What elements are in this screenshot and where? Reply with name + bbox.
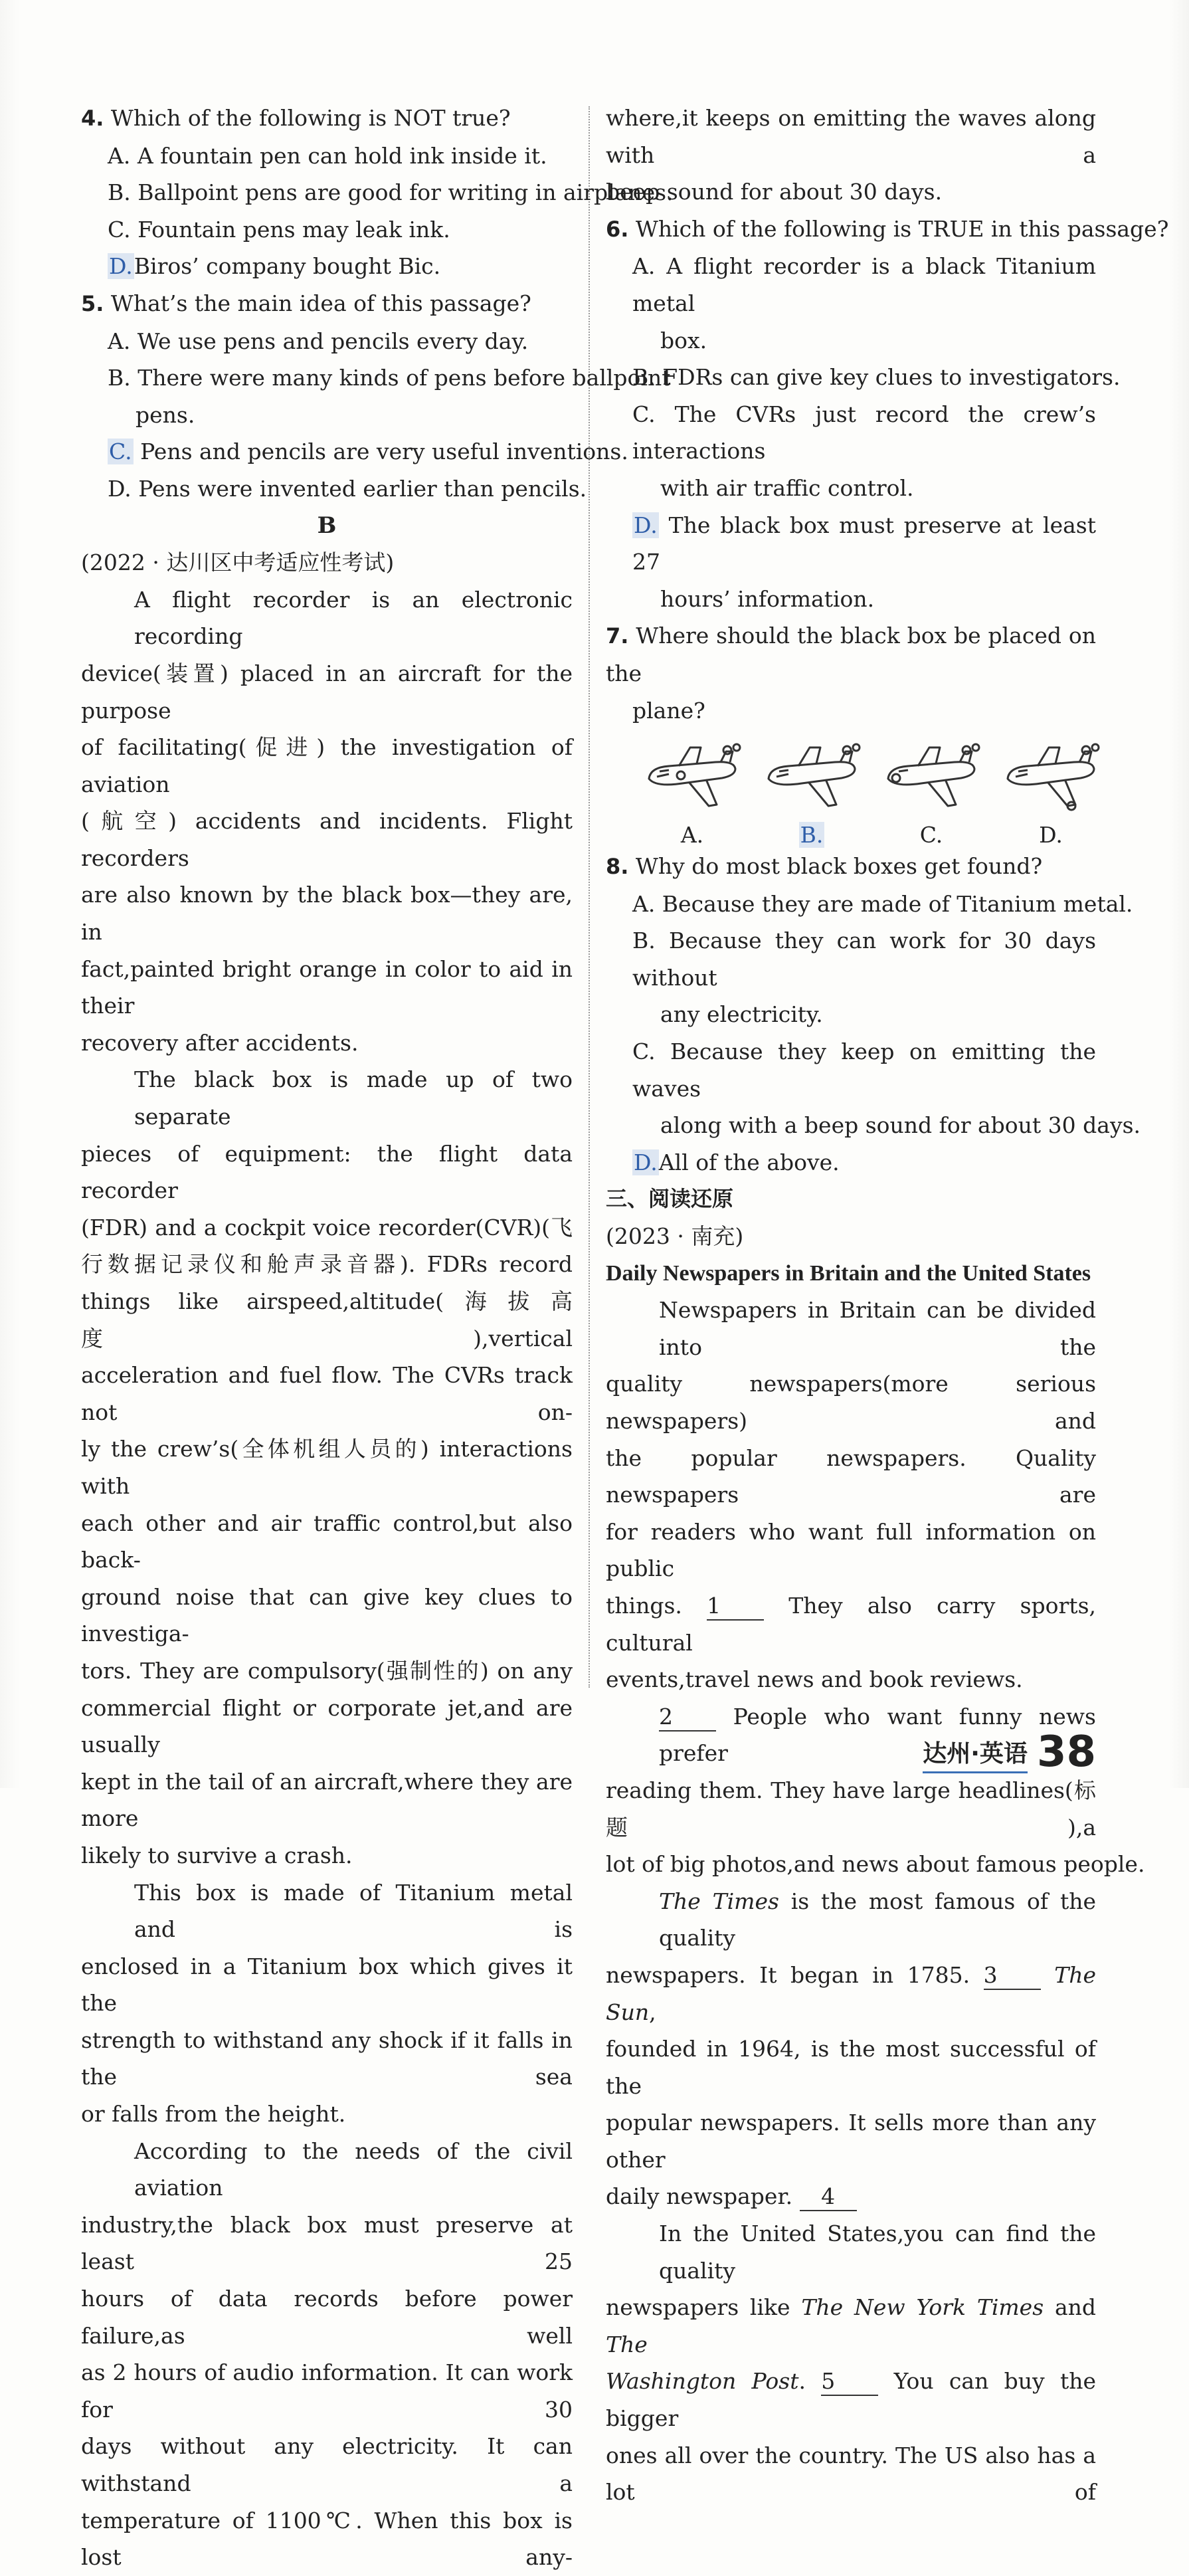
passage-line: The black box is made up of two separate [134,1066,573,1130]
question-5: 5. What’s the main idea of this passage? [81,290,531,316]
passage-line: 2 People who want funny news prefer [659,1703,1096,1767]
passage-line: founded in 1964, is the most successful of the [606,2036,1096,2099]
footer-label: 达州·英语 [923,1735,1028,1773]
q4-option-d: D.Biros’ company bought Bic. [109,253,441,280]
answer-mark: D. [634,512,658,538]
passage-line: as 2 hours of audio information. It can work for 30 [81,2359,573,2423]
passage-line: tors. They are compulsory(强制性的) on any [81,1657,573,1684]
passage-line: kept in the tail of an aircraft,where they are more [81,1768,573,1832]
passage-line: A flight recorder is an electronic recording [134,586,573,650]
q8-option-c: C. Because they keep on emitting the waves [632,1039,1096,1102]
section-b-heading: B [317,512,337,539]
question-7: 7. Where should the black box be placed on the [606,623,1096,686]
passage-line: In the United States,you can find the quality [659,2221,1096,2284]
plane-options [632,742,1111,848]
q8-option-b: B. Because they can work for 30 days without [632,928,1096,991]
passage-line: likely to survive a crash. [81,1842,353,1868]
passage-line: industry,the black box must preserve at least 25 [81,2211,573,2275]
passage-line: the popular newspapers. Quality newspapers are [606,1444,1096,1508]
q6-option-b: B. FDRs can give key clues to investigators. [632,364,1121,391]
passage-line: daily newspaper. 4 [606,2178,1096,2215]
plane-label-c: C. [919,822,943,848]
passage-line: recovery after accidents. [81,1029,359,1056]
blank-5: 5 [821,2368,878,2396]
passage-line: (航空) accidents and incidents. Flight recorders [81,808,573,871]
passage-line: where,it keeps on emitting the waves along with a [606,105,1096,168]
q5-option-c: C. Pens and pencils are very useful inventions. [109,439,628,465]
passage-line: quality newspapers(more serious newspapers) and [606,1371,1096,1434]
q8-option-b-cont: any electricity. [660,1001,823,1028]
plane-c-icon [881,742,981,815]
page-footer [923,1728,1096,1777]
passage-line: or falls from the height. [81,2101,346,2128]
blank-2: 2 [659,1704,716,1732]
passage-line: newspapers like The New York Times and The [606,2294,1097,2357]
answer-mark: D. [109,253,133,280]
passage-line: According to the needs of the civil aviation [134,2137,573,2201]
passage-line: commercial flight or corporate jet,and are usually [81,1694,573,1758]
passage-line: temperature of 1100℃. When this box is lost any- [81,2507,573,2571]
q8-option-c-cont: along with a beep sound for about 30 days. [660,1112,1141,1139]
passage-line: ground noise that can give key clues to investiga- [81,1583,573,1647]
passage-line: things like airspeed,altitude(海拔高度),vertical [81,1288,573,1351]
plane-label-b [762,822,862,848]
passage-line: of facilitating(促进) the investigation of aviation [81,734,573,797]
passage-line: Newspapers in Britain can be divided into the [659,1297,1096,1360]
q5-option-b: B. There were many kinds of pens before ballpoint [108,365,671,391]
passage-line: device(装置) placed in an aircraft for the purpose [81,660,573,724]
plane-option-a [642,742,742,848]
q6-option-d: D. The black box must preserve at least 27 [632,512,1096,575]
q4-option-a: A. A fountain pen can hold ink inside it. [108,142,547,169]
passage-line: lot of big photos,and news about famous people. [606,1851,1145,1878]
passage-line: popular newspapers. It sells more than any other [606,2110,1096,2173]
passage-line: events,travel news and book reviews. [606,1666,1023,1693]
passage-line: are also known by the black box—they are, in [81,882,573,945]
q5-option-a: A. We use pens and pencils every day. [108,328,529,354]
passage-line: newspapers. It began in 1785. 3 The Sun, [606,1961,1096,2025]
source-note: (2023 · 南充) [606,1223,744,1250]
q6-option-a: A. A flight recorder is a black Titanium metal [632,253,1096,316]
column-divider [589,106,590,1688]
plane-a-icon [642,742,742,815]
q4-option-b: B. Ballpoint pens are good for writing in airplanes. [108,179,674,206]
passage-line: pieces of equipment: the flight data recorder [81,1140,573,1204]
passage-title: Daily Newspapers in Britain and the United States [606,1260,1091,1286]
q6-option-d-cont: hours’ information. [660,585,875,612]
passage-line: ones all over the country. The US also has a lot of [606,2442,1096,2506]
plane-d-icon [1001,742,1101,815]
passage-line: strength to withstand any shock if it falls in the sea [81,2027,573,2090]
right-column [606,100,1169,2511]
passage-line: The Times is the most famous of the quality [659,1888,1096,1951]
passage-line: enclosed in a Titanium box which gives it the [81,1953,573,2017]
question-4: 4. Which of the following is NOT true? [81,105,511,131]
passage-line: reading them. They have large headlines(标题),a [606,1777,1096,1840]
passage-line: fact,painted bright orange in color to aid in their [81,955,573,1019]
answer-mark: C. [109,439,132,465]
passage-line: each other and air traffic control,but also back- [81,1510,573,1573]
q6-option-c: C. The CVRs just record the crew’s interactions [632,401,1096,464]
passage-line: beep sound for about 30 days. [606,179,943,205]
passage-line: things. 1 They also carry sports, cultural [606,1592,1096,1656]
q6-option-a-cont: box. [660,327,707,353]
question-7-cont: plane? [632,697,705,724]
plane-label-d: D. [1039,822,1063,848]
q8-option-d: D.All of the above. [634,1149,840,1175]
blank-4: 4 [800,2183,857,2211]
q4-option-c: C. Fountain pens may leak ink. [108,216,450,243]
answer-mark: B. [800,822,824,848]
q5-option-b-cont: pens. [136,401,195,428]
blank-1: 1 [707,1593,764,1621]
passage-line: hours of data records before power failure,as well [81,2286,573,2349]
question-8: 8. Why do most black boxes get found? [606,853,1043,880]
plane-b-icon [762,742,862,815]
section-3-heading: 三、阅读还原 [606,1186,734,1212]
blank-3: 3 [984,1962,1041,1990]
passage-line: This box is made of Titanium metal and is [134,1879,573,1943]
passage-line: for readers who want full information on public [606,1518,1096,1582]
page-number: 38 [1036,1728,1096,1777]
q6-option-c-cont: with air traffic control. [660,474,914,501]
passage-line: (FDR) and a cockpit voice recorder(CVR)(飞 [81,1214,573,1240]
passage-line: ly the crew’s(全体机组人员的) interactions with [81,1436,573,1499]
q8-option-a: A. Because they are made of Titanium metal. [632,890,1133,917]
passage-line: days without any electricity. It can withstand a [81,2433,573,2496]
plane-label-a: A. [680,822,704,848]
plane-option-d [1001,742,1101,848]
answer-mark: D. [634,1149,658,1175]
passage-line: Washington Post. 5 You can buy the bigger [606,2368,1096,2432]
plane-option-c [881,742,981,848]
passage-line: acceleration and fuel flow. The CVRs track not on- [81,1362,573,1425]
passage-line: 行数据记录仪和舱声录音器). FDRs record [81,1251,573,1278]
question-6: 6. Which of the following is TRUE in this passage? [606,215,1169,242]
plane-option-b [762,742,862,848]
source-note: (2022 · 达川区中考适应性考试) [81,549,395,576]
q5-option-d: D. Pens were invented earlier than pencils. [108,475,587,502]
